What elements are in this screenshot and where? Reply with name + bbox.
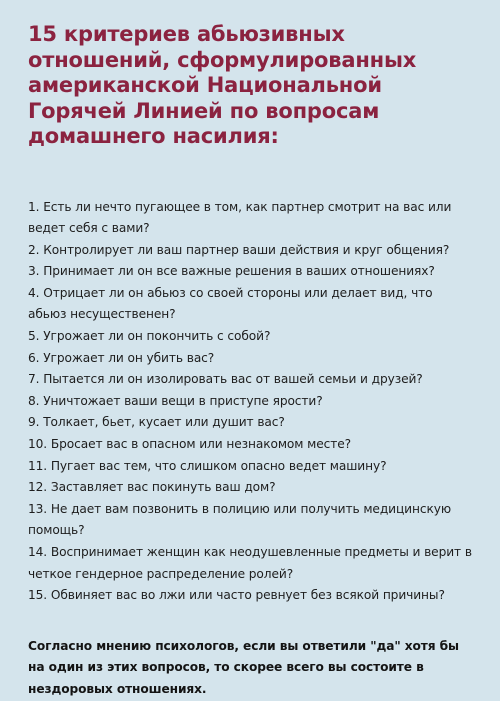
list-item: 5. Угрожает ли он покончить с собой? (28, 329, 271, 344)
conclusion-text: Согласно мнению психологов, если вы ответили "да" хотя бы на один из этих вопросов, то скорее всего вы состоите в нездоровых отношениях. (28, 638, 459, 696)
list-item: 12. Заставляет вас покинуть ваш дом? (28, 480, 276, 495)
list-item: 6. Угрожает ли он убить вас? (28, 350, 215, 365)
list-item: 3. Принимает ли он все важные решения в ваших отношениях? (28, 264, 435, 279)
list-item: 14. Воспринимает женщин как неодушевленные предметы и верит в четкое гендерное распределение ролей? (28, 545, 472, 581)
list-item: 7. Пытается ли он изолировать вас от вашей семьи и друзей? (28, 372, 423, 387)
list-item: 11. Пугает вас тем, что слишком опасно ведет машину? (28, 458, 387, 473)
list-item: 1. Есть ли нечто пугающее в том, как партнер смотрит на вас или ведет себя с вами? (28, 199, 452, 236)
list-item: 15. Обвиняет вас во лжи или часто ревнует без всякой причины? (28, 588, 445, 603)
list-item: 8. Уничтожает ваши вещи в приступе ярости? (28, 393, 323, 408)
list-item: 9. Толкает, бьет, кусает или душит вас? (28, 415, 285, 430)
criteria-list (28, 197, 474, 607)
list-item: 2. Контролирует ли ваш партнер ваши действия и круг общения? (28, 242, 450, 257)
list-item: 4. Отрицает ли он абьюз со своей стороны или делает вид, что абьюз несущественен? (28, 285, 433, 322)
list-item: 10. Бросает вас в опасном или незнакомом месте? (28, 437, 352, 452)
list-item: 13. Не дает вам позвонить в полицию или получить медицинскую помощь? (28, 501, 451, 538)
page-title: 15 критериев абьюзивных отношений, сформулированных американской Национальной Горячей Линией по вопросам домашнего насилия: (28, 22, 417, 148)
